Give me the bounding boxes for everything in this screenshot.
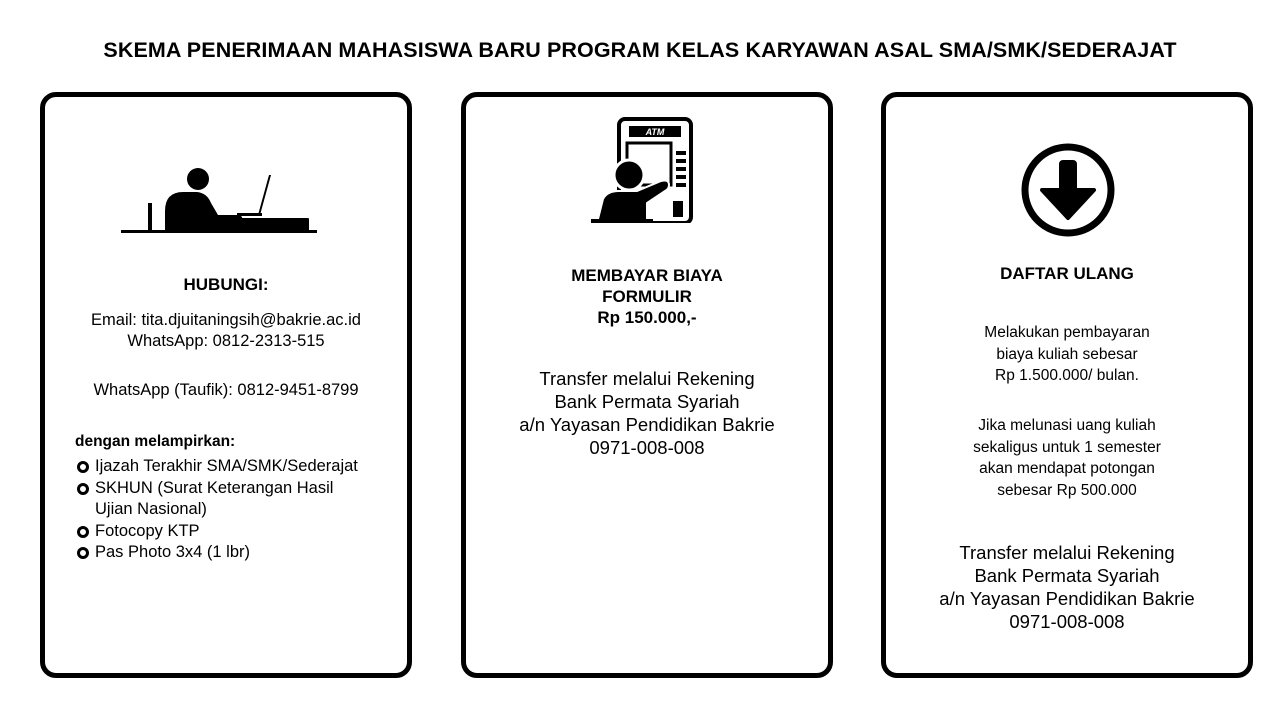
re-registration-card xyxy=(881,92,1253,678)
payment-heading-line-1: MEMBAYAR BIAYA xyxy=(571,266,723,285)
list-item xyxy=(77,521,407,543)
account-holder: a/n Yayasan Pendidikan Bakrie xyxy=(519,414,775,435)
account-number: 0971-008-008 xyxy=(1009,611,1125,632)
whatsapp-taufik xyxy=(45,380,407,401)
discount-line: Jika melunasi uang kuliah xyxy=(978,417,1156,434)
payment-heading xyxy=(466,265,828,328)
list-item-text: SKHUN (Surat Keterangan Hasil xyxy=(95,478,334,497)
transfer-line: Transfer melalui Rekening xyxy=(539,368,755,389)
contact-card xyxy=(40,92,412,678)
tuition-line: biaya kuliah sebesar xyxy=(996,345,1138,363)
atm-icon xyxy=(591,115,701,223)
bank-name: Bank Permata Syariah xyxy=(974,565,1160,586)
tuition-amount: Rp 1.500.000/ bulan. xyxy=(995,367,1139,384)
tuition-line: Melakukan pembayaran xyxy=(984,324,1150,341)
discount-amount: sebesar Rp 500.000 xyxy=(997,481,1137,499)
atm-label: ATM xyxy=(645,127,665,137)
list-item xyxy=(77,456,407,478)
list-item-text: Pas Photo 3x4 (1 lbr) xyxy=(95,543,250,561)
list-item xyxy=(77,478,407,521)
payment-form-card xyxy=(461,92,833,678)
download-arrow-icon xyxy=(1018,140,1118,240)
transfer-info xyxy=(886,541,1248,633)
discount-info xyxy=(886,415,1248,501)
bullet-icon xyxy=(77,547,89,559)
form-price: Rp 150.000,- xyxy=(597,308,697,327)
bullet-icon xyxy=(77,526,89,538)
bullet-icon xyxy=(77,483,89,495)
attachments-list xyxy=(77,456,407,564)
email-text: Email: tita.djuitaningsih@bakrie.ac.id xyxy=(91,311,361,329)
re-registration-heading: DAFTAR ULANG xyxy=(1000,264,1134,283)
account-number: 0971-008-008 xyxy=(589,437,705,458)
whatsapp-text: WhatsApp: 0812-2313-515 xyxy=(127,332,325,350)
attachments-heading: dengan melampirkan: xyxy=(75,433,236,450)
transfer-line: Transfer melalui Rekening xyxy=(959,542,1175,563)
list-item xyxy=(77,542,407,564)
discount-line: sekaligus untuk 1 semester xyxy=(973,438,1161,456)
transfer-info xyxy=(466,367,828,459)
account-holder: a/n Yayasan Pendidikan Bakrie xyxy=(939,588,1195,609)
list-item-text: Fotocopy KTP xyxy=(95,521,200,540)
payment-heading-line-2: FORMULIR xyxy=(602,287,692,306)
tuition-info xyxy=(886,322,1248,387)
list-item-text: Ijazah Terakhir SMA/SMK/Sederajat xyxy=(95,457,358,475)
contact-info xyxy=(45,310,407,352)
whatsapp-taufik-text: WhatsApp (Taufik): 0812-9451-8799 xyxy=(93,381,359,399)
list-item-text-cont: Ujian Nasional) xyxy=(95,500,207,518)
discount-line: akan mendapat potongan xyxy=(979,460,1155,477)
bullet-icon xyxy=(77,461,89,473)
contact-heading: HUBUNGI: xyxy=(183,275,269,294)
page-title: SKEMA PENERIMAAN MAHASISWA BARU PROGRAM KELAS KARYAWAN ASAL SMA/SMK/SEDERAJAT xyxy=(103,38,1177,62)
person-laptop-icon xyxy=(121,167,317,237)
bank-name: Bank Permata Syariah xyxy=(554,391,740,412)
